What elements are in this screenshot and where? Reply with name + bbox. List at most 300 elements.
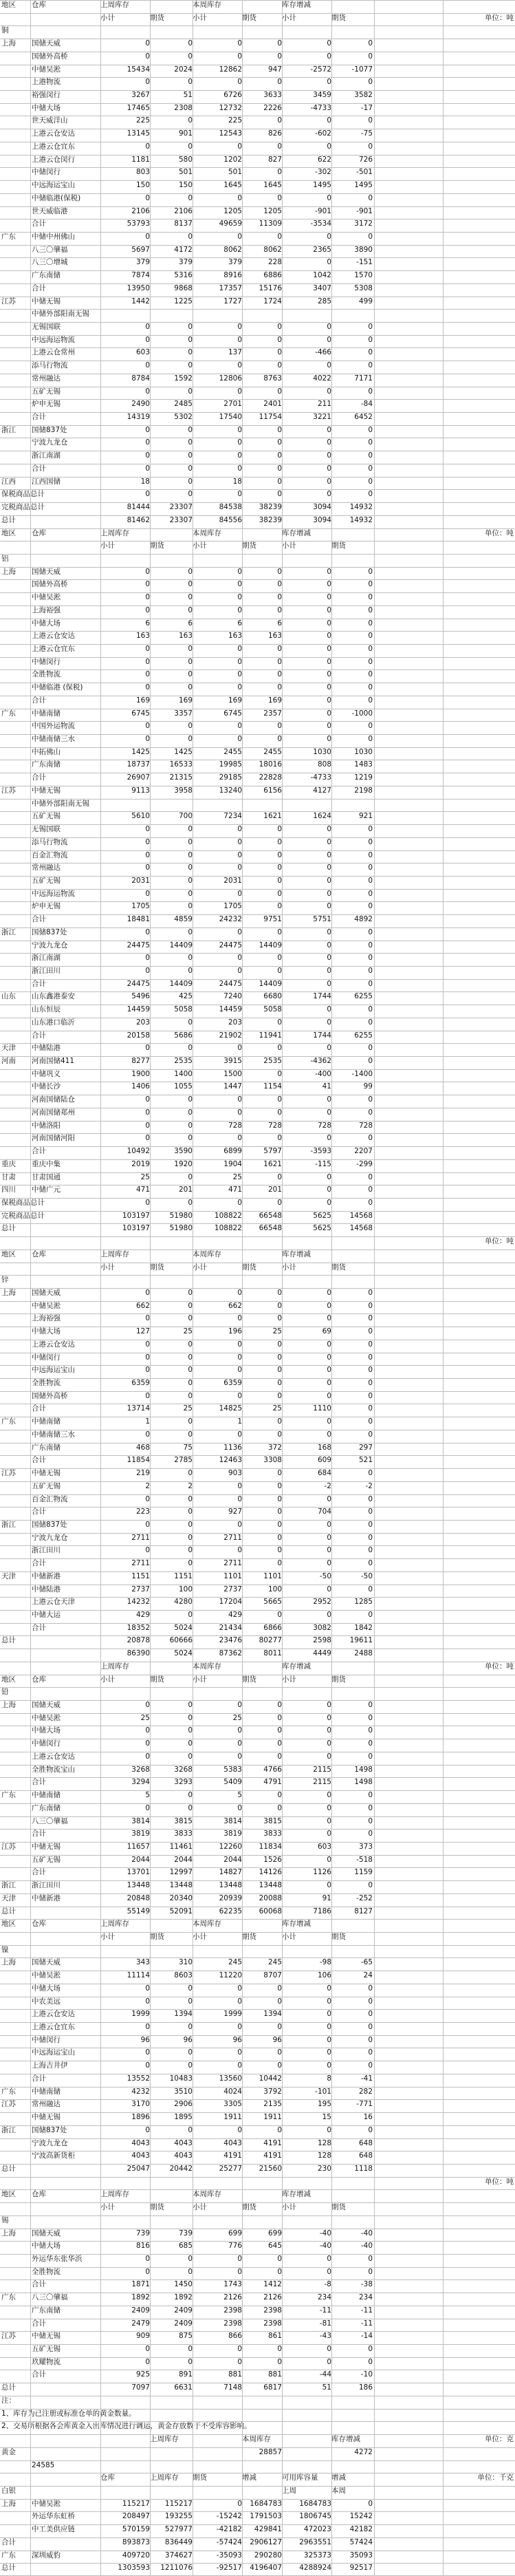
cell-value: 0 [188, 1546, 193, 1555]
cell-warehouse: 深圳威豹 [32, 2551, 61, 2559]
cell-value: 14825 [219, 1404, 242, 1413]
cell-value: 0 [277, 1494, 282, 1503]
cell-value: 0 [277, 1314, 282, 1323]
cell-value: -84 [360, 400, 373, 409]
cell-value: 0 [188, 850, 193, 859]
table-row [0, 1365, 515, 1375]
cell-value: 0 [368, 1611, 373, 1619]
table-row [0, 361, 515, 370]
cell-value: 0 [368, 39, 373, 48]
cell-region: 总计 [1, 515, 16, 524]
cell-value: 0 [327, 1791, 331, 1800]
cell-value: 期货 [242, 1933, 256, 1941]
cell-warehouse: 广东南储 [32, 760, 61, 769]
cell-value: 0 [368, 735, 373, 744]
cell-value: 127 [135, 1327, 150, 1336]
cell-warehouse: 中远海运物流 [32, 889, 75, 898]
cell-value: 42182 [349, 2525, 373, 2534]
cell-value: 11657 [127, 1842, 150, 1851]
cell-value: 0 [327, 927, 331, 936]
cell-value: 0 [145, 451, 150, 460]
table-row [0, 2473, 515, 2482]
cell-value: 0 [188, 1044, 193, 1053]
cell-value: 0 [277, 2023, 282, 2032]
cell-value: 0 [188, 580, 193, 589]
table-row [0, 167, 515, 177]
cell-value: 4127 [313, 786, 331, 795]
cell-region: 广东 [1, 2087, 16, 2096]
cell-value: 1118 [354, 2164, 373, 2173]
cell-warehouse: 广东南储 [32, 2306, 61, 2315]
table-row [0, 1043, 515, 1053]
cell-value: 0 [327, 2267, 331, 2276]
table-row [0, 1997, 515, 2006]
cell-warehouse: 中储吴淞 [32, 65, 61, 74]
cell-value: 13552 [127, 2074, 150, 2083]
table-row [0, 1545, 515, 1555]
cell-value: 0 [188, 2267, 193, 2276]
cell-warehouse: 合计 [32, 2319, 46, 2328]
cell-value: 0 [188, 1430, 193, 1439]
table-row [0, 1816, 515, 1826]
table-row [0, 1662, 515, 1671]
cell-value: 3357 [174, 709, 193, 718]
cell-value: 3094 [313, 503, 331, 512]
cell-value: 0 [237, 889, 242, 898]
table-row [0, 1391, 515, 1401]
cell-value: 0 [327, 1172, 331, 1181]
table-row [0, 206, 515, 216]
table-row [0, 837, 515, 847]
cell-value: 本周库存 [193, 1, 221, 9]
cell-region: 地区 [1, 1920, 16, 1929]
cell-value: 0 [327, 1520, 331, 1529]
cell-value: 169 [178, 696, 193, 705]
cell-warehouse: 合计 [32, 464, 46, 473]
table-row [0, 1880, 515, 1890]
cell-value: 本周库存 [193, 1662, 221, 1671]
cell-value: 15242 [349, 2512, 373, 2521]
table-row [0, 1635, 515, 1645]
cell-value: 0 [145, 1198, 150, 1207]
table-row [0, 1133, 515, 1143]
cell-value: 0 [145, 927, 150, 936]
cell-value: 0 [368, 1301, 373, 1310]
cell-value: 4022 [313, 374, 331, 383]
table-row [0, 2099, 515, 2109]
table-row [0, 1121, 515, 1130]
cell-warehouse: 中储吴淞 [32, 2499, 61, 2508]
cell-value: 16 [363, 2113, 373, 2122]
cell-value: 925 [135, 2370, 150, 2379]
cell-value: 13240 [219, 786, 242, 795]
cell-value: 0 [237, 967, 242, 975]
cell-value: 0 [368, 1404, 373, 1413]
table-row [0, 1417, 515, 1426]
cell-region: 上海 [1, 39, 16, 48]
cell-value: 0 [145, 2255, 150, 2263]
table-row [0, 2357, 515, 2367]
cell-value: 6745 [131, 709, 150, 718]
cell-value: 3915 [223, 1057, 242, 1066]
cell-value: 14932 [349, 503, 373, 512]
cell-value: 0 [188, 1018, 193, 1027]
cell-warehouse: 中储临港 (保税) [32, 683, 83, 692]
table-row [0, 1726, 515, 1735]
cell-value: 91 [322, 1893, 331, 1902]
cell-value: 41 [322, 1082, 331, 1091]
cell-value: 816 [135, 2242, 150, 2251]
table-row [0, 477, 515, 486]
cell-value: 3308 [263, 1456, 282, 1465]
table-row [0, 709, 515, 718]
table-row [0, 2499, 515, 2509]
cell-value: 2711 [223, 1533, 242, 1542]
table-row [0, 1378, 515, 1388]
table-row [0, 1765, 515, 1774]
cell-value: 0 [327, 2357, 331, 2366]
cell-value: 87362 [219, 1649, 242, 1658]
cell-value: 20939 [219, 1893, 242, 1902]
cell-warehouse: 上港云仓天津 [32, 1598, 75, 1607]
cell-value: 0 [145, 1044, 150, 1053]
cell-value: 5024 [174, 1649, 193, 1658]
cell-value: 0 [327, 645, 331, 653]
cell-value: 0 [277, 1803, 282, 1812]
cell-value: 21902 [219, 1031, 242, 1040]
cell-value: 38239 [259, 503, 282, 512]
cell-value: 0 [145, 52, 150, 61]
table-row [0, 2524, 515, 2534]
table-row [0, 2434, 515, 2444]
cell-warehouse: 全胜物流 [32, 670, 61, 679]
cell-warehouse: 炉申无锡 [32, 902, 61, 911]
cell-value: -501 [356, 168, 373, 177]
cell-value: 0 [145, 39, 150, 48]
cell-value: 0 [368, 593, 373, 602]
cell-value: 0 [277, 168, 282, 177]
cell-region: 广东 [1, 1791, 16, 1800]
cell-value: 891 [178, 2370, 193, 2379]
cell-value: -901 [356, 206, 373, 215]
cell-value: 0 [368, 2023, 373, 2032]
table-row [0, 116, 515, 125]
cell-value: 1744 [313, 992, 331, 1001]
cell-value: 0 [145, 335, 150, 344]
cell-value: 5665 [263, 1598, 282, 1607]
cell-value: 0 [188, 2023, 193, 2032]
cell-value: 0 [277, 1340, 282, 1349]
cell-value: 9868 [174, 283, 193, 292]
cell-value: 0 [277, 464, 282, 473]
cell-value: 0 [327, 1095, 331, 1104]
cell-value: 285 [317, 297, 331, 305]
cell-value: 0 [368, 477, 373, 486]
cell-region: 总计 [1, 1636, 16, 1645]
cell-value: 0 [145, 850, 150, 859]
cell-value: 1495 [354, 181, 373, 190]
cell-warehouse: 上港云仓安达 [32, 632, 75, 641]
cell-value: 2106 [174, 206, 193, 215]
cell-value: 195 [317, 2100, 331, 2109]
cell-value: 0 [237, 425, 242, 434]
cell-value: -14 [360, 2332, 373, 2341]
table-row [0, 2035, 515, 2045]
cell-warehouse: 浙江田川 [32, 967, 61, 975]
cell-value: 0 [145, 670, 150, 679]
cell-value: 66548 [259, 1224, 282, 1233]
cell-warehouse: 上港云仓常州 [32, 348, 75, 357]
cell-value: 163 [228, 632, 242, 641]
table-row [0, 90, 515, 100]
cell-value: 0 [368, 1752, 373, 1761]
cell-value: 0 [237, 1044, 242, 1053]
table-row [0, 489, 515, 499]
cell-value: 0 [277, 2345, 282, 2354]
cell-value: 14459 [219, 1005, 242, 1014]
cell-value: 2409 [174, 2306, 193, 2315]
cell-value: 0 [327, 593, 331, 602]
cell-value: 0 [237, 1546, 242, 1555]
cell-value: 单位：吨 [485, 1662, 514, 1671]
cell-value: 6745 [223, 709, 242, 718]
cell-warehouse: 合计 [32, 1778, 46, 1787]
cell-value: 本周库存 [193, 1920, 221, 1929]
cell-value: 472023 [303, 2525, 331, 2534]
cell-value: 0 [188, 683, 193, 692]
table-row [0, 257, 515, 267]
cell-value: 0 [368, 232, 373, 241]
cell-value: 1442 [131, 297, 150, 305]
cell-value: 0 [277, 1069, 282, 1078]
table-row [0, 1739, 515, 1748]
cell-value: 60666 [169, 1636, 193, 1645]
cell-value: 22828 [259, 773, 282, 782]
cell-value: 1126 [313, 1868, 331, 1877]
cell-value: 947 [267, 65, 282, 74]
cell-value: 69 [322, 1327, 331, 1336]
cell-value: 0 [188, 39, 193, 48]
cell-value: 0 [368, 580, 373, 589]
cell-value: 0 [277, 2125, 282, 2134]
cell-warehouse: 中储闵行 [32, 168, 61, 177]
cell-value: 0 [327, 1108, 331, 1117]
cell-region: 总计 [1, 2164, 16, 2173]
cell-value: 1 [237, 1417, 242, 1426]
cell-value: 14409 [169, 941, 193, 949]
cell-value: -92517 [216, 2564, 242, 2573]
cell-value: 409720 [122, 2551, 150, 2559]
cell-value: 24475 [127, 979, 150, 988]
cell-value: 2701 [223, 400, 242, 409]
cell-value: 13950 [127, 283, 150, 292]
cell-value: 8011 [263, 1649, 282, 1658]
cell-value: 1285 [354, 1598, 373, 1607]
cell-value: 0 [188, 1713, 193, 1722]
cell-warehouse: 上港云仓安达 [32, 1340, 75, 1349]
cell-value: 0 [237, 2267, 242, 2276]
cell-value: 单位：吨 [485, 528, 514, 537]
cell-warehouse: 河南国储郑州 [32, 1108, 75, 1117]
cell-value: -602 [315, 129, 331, 138]
cell-value: 0 [145, 722, 150, 731]
cell-warehouse: 中储吴淞 [32, 1971, 61, 1980]
cell-value: 0 [237, 490, 242, 499]
cell-value: 3833 [174, 1829, 193, 1838]
cell-warehouse: 上港云仓宜东 [32, 645, 75, 653]
cell-warehouse: 常州融达 [32, 2100, 61, 2109]
cell-value: 2963551 [299, 2537, 331, 2546]
cell-value: 0 [237, 1430, 242, 1439]
cell-value: 0 [237, 1997, 242, 2006]
table-row [0, 1713, 515, 1723]
cell-value: 0 [188, 1494, 193, 1503]
cell-value: 429 [135, 1611, 150, 1619]
cell-warehouse: 五矿无锡 [32, 812, 61, 821]
cell-warehouse: 合计 [32, 1623, 46, 1632]
cell-warehouse: 中储无锡 [32, 786, 61, 795]
cell-value: 0 [327, 1546, 331, 1555]
cell-warehouse: 中储长沙 [32, 1082, 61, 1091]
cell-value: 0 [188, 1507, 193, 1516]
cell-value: 0 [188, 52, 193, 61]
cell-warehouse: 合计 [32, 1868, 46, 1877]
cell-value: 0 [188, 387, 193, 396]
cell-value: -1400 [351, 1069, 373, 1078]
cell-value: 866 [228, 2332, 242, 2341]
cell-value: 3814 [131, 1816, 150, 1825]
cell-value: 99 [363, 1082, 373, 1091]
cell-value: -901 [315, 206, 331, 215]
table-row [0, 541, 515, 550]
cell-value: 0 [368, 1198, 373, 1207]
cell-warehouse: 河南国储河阳 [32, 1134, 75, 1143]
cell-value: 0 [368, 323, 373, 331]
cell-warehouse: 中储吴淞 [32, 593, 61, 602]
cell-value: 3305 [223, 2100, 242, 2109]
cell-value: 4449 [313, 1649, 331, 1658]
cell-value: 1892 [131, 2293, 150, 2302]
cell-value: 66548 [259, 1211, 282, 1220]
cell-value: 0 [368, 1829, 373, 1838]
cell-warehouse: 上海裕强 [32, 605, 61, 614]
cell-value: 0 [368, 1469, 373, 1478]
cell-value: 211 [317, 400, 331, 409]
cell-value: 4191 [263, 2151, 282, 2160]
cell-value: 1705 [223, 902, 242, 911]
cell-value: 0 [327, 2061, 331, 2070]
cell-value: 0 [188, 1803, 193, 1812]
cell-value: 3082 [313, 1623, 331, 1632]
cell-value: 小计 [100, 2203, 115, 2212]
table-row [0, 219, 515, 228]
cell-value: 35093 [349, 2551, 373, 2559]
cell-value: 0 [237, 2048, 242, 2057]
table-row [0, 309, 515, 319]
cell-value: 12463 [219, 1456, 242, 1465]
cell-value: 1645 [263, 181, 282, 190]
cell-value: 0 [327, 632, 331, 641]
cell-value: 本周库存 [193, 2190, 221, 2199]
table-row [0, 1687, 515, 1697]
cell-value: -75 [360, 129, 373, 138]
cell-warehouse: 仓库 [32, 1, 46, 9]
cell-region: 完税商品总计 [1, 503, 45, 512]
cell-value: 20088 [259, 1893, 282, 1902]
cell-warehouse: 中储大场 [32, 1327, 61, 1336]
cell-value: 103197 [122, 1211, 150, 1220]
table-row [0, 2151, 515, 2160]
cell-value: 0 [237, 52, 242, 61]
cell-value: 728 [317, 1121, 331, 1130]
cell-value: -11 [360, 2306, 373, 2315]
cell-region: 上海 [1, 1701, 16, 1710]
cell-value: 0 [277, 1430, 282, 1439]
cell-value: 期货 [242, 541, 256, 550]
cell-warehouse: 上港云仓闵行 [32, 155, 75, 164]
cell-value: 0 [188, 193, 193, 202]
cell-value: 3268 [174, 1765, 193, 1774]
cell-value: 12806 [219, 374, 242, 383]
cell-region: 总计 [1, 1907, 16, 1915]
cell-value: 17465 [127, 103, 150, 112]
cell-value: 1400 [174, 1069, 193, 1078]
cell-value: 0 [188, 1469, 193, 1478]
cell-value: 5308 [354, 283, 373, 292]
cell-value: 0 [188, 232, 193, 241]
cell-value: 3170 [131, 2100, 150, 2109]
cell-value: 3819 [223, 1829, 242, 1838]
cell-value: 0 [277, 580, 282, 589]
cell-value: 0 [368, 850, 373, 859]
cell-value: 8062 [263, 245, 282, 254]
cell-value: 0 [327, 670, 331, 679]
cell-value: 1483 [354, 760, 373, 769]
cell-value: 0 [327, 323, 331, 331]
cell-value: -40 [360, 2242, 373, 2251]
cell-region: 江苏 [1, 786, 16, 795]
cell-value: 0 [368, 1701, 373, 1710]
table-row [0, 2229, 515, 2238]
cell-value: 0 [188, 1379, 193, 1388]
cell-value: 0 [368, 979, 373, 988]
table-row [0, 567, 515, 577]
cell-warehouse: 国储837处 [32, 2125, 67, 2134]
cell-value: 5697 [131, 245, 150, 254]
cell-value: -2 [365, 1481, 373, 1490]
cell-region: 合计 [1, 2537, 16, 2546]
cell-value: 645 [267, 2242, 282, 2251]
cell-value: 0 [277, 425, 282, 434]
cell-value: 921 [358, 812, 373, 821]
cell-region: 江西 [1, 477, 16, 486]
cell-value: 245 [267, 1958, 282, 1967]
cell-value: 1727 [223, 297, 242, 305]
cell-value: 0 [368, 1005, 373, 1014]
cell-warehouse: 中远海运宝山 [32, 2048, 75, 2057]
cell-value: 25 [272, 1404, 282, 1413]
cell-value: 上周库存 [150, 2473, 179, 2482]
cell-value: 1920 [174, 1159, 193, 1168]
cell-value: 14126 [259, 1868, 282, 1877]
cell-value: 0 [188, 889, 193, 898]
table-row [0, 297, 515, 306]
table-row [0, 644, 515, 654]
cell-value: 期货 [331, 2203, 346, 2212]
cell-value: 库存增减 [331, 2435, 360, 2444]
cell-value: 0 [145, 232, 150, 241]
cell-value: -44 [319, 2370, 331, 2379]
